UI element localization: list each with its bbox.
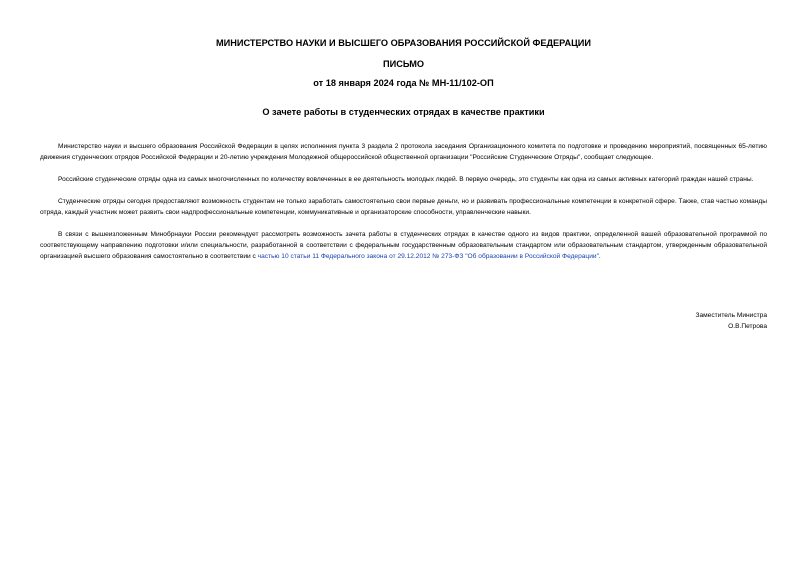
paragraph-1: Министерство науки и высшего образования Российской Федерации в целях исполнения пункта 3 раздела 2 протокола заседания Организационного комитета по подготовке и проведению мероприятий, посвященных 65-летию движения студенческих отрядов Российской Федерации и 20-летию учреждения Молодежной общероссийской общественной организации "Российские Студенческие Отряды", сообщает следующее. bbox=[40, 143, 767, 161]
document-date-number: от 18 января 2024 года № МН-11/102-ОП bbox=[313, 78, 494, 88]
law-reference-link[interactable]: частью 10 статьи 11 Федерального закона от 29.12.2012 № 273-ФЗ "Об образовании в Российской Федерации" bbox=[257, 253, 599, 260]
document-subject: О зачете работы в студенческих отрядах в качестве практики bbox=[262, 107, 545, 117]
document-body bbox=[40, 141, 767, 273]
paragraph-4-end: . bbox=[598, 253, 601, 260]
signatory-position: Заместитель Министра bbox=[695, 312, 767, 319]
signature-block bbox=[695, 310, 767, 332]
paragraph-3: Студенческие отряды сегодня предоставляют возможность студентам не только заработать самостоятельно свои первые деньги, но и развивать профессиональные компетенции в конкретной сфере. Также, став частью команды отряда, каждый участник может развить свои надпрофессиональные компетенции, коммуникативные и организаторские способности, управленческие навыки. bbox=[40, 198, 767, 216]
signatory-name: О.В.Петрова bbox=[728, 323, 767, 330]
paragraph-2: Российские студенческие отряды одна из самых многочисленных по количеству вовлеченных в ее деятельность молодых людей. В первую очередь, это студенты как одна из самых активных категорий граждан нашей страны. bbox=[58, 176, 754, 183]
paragraph-4 bbox=[40, 229, 767, 262]
ministry-title: МИНИСТЕРСТВО НАУКИ И ВЫСШЕГО ОБРАЗОВАНИЯ РОССИЙСКОЙ ФЕДЕРАЦИИ bbox=[215, 38, 591, 48]
paragraph-4-text: В связи с вышеизложенным Минобрнауки России рекомендует рассмотреть возможность зачета работы в студенческих отрядах в качестве одного из видов практики, определенной вашей образовательной программой по соответствующему направлению подготовки и/или специальности, разработанной в соответствии с федеральным государственным образовательным стандартом или образовательным стандартом, утвержденным образовательной организацией высшего образования самостоятельно в соответствии с bbox=[40, 231, 767, 260]
document-type: ПИСЬМО bbox=[382, 59, 425, 69]
